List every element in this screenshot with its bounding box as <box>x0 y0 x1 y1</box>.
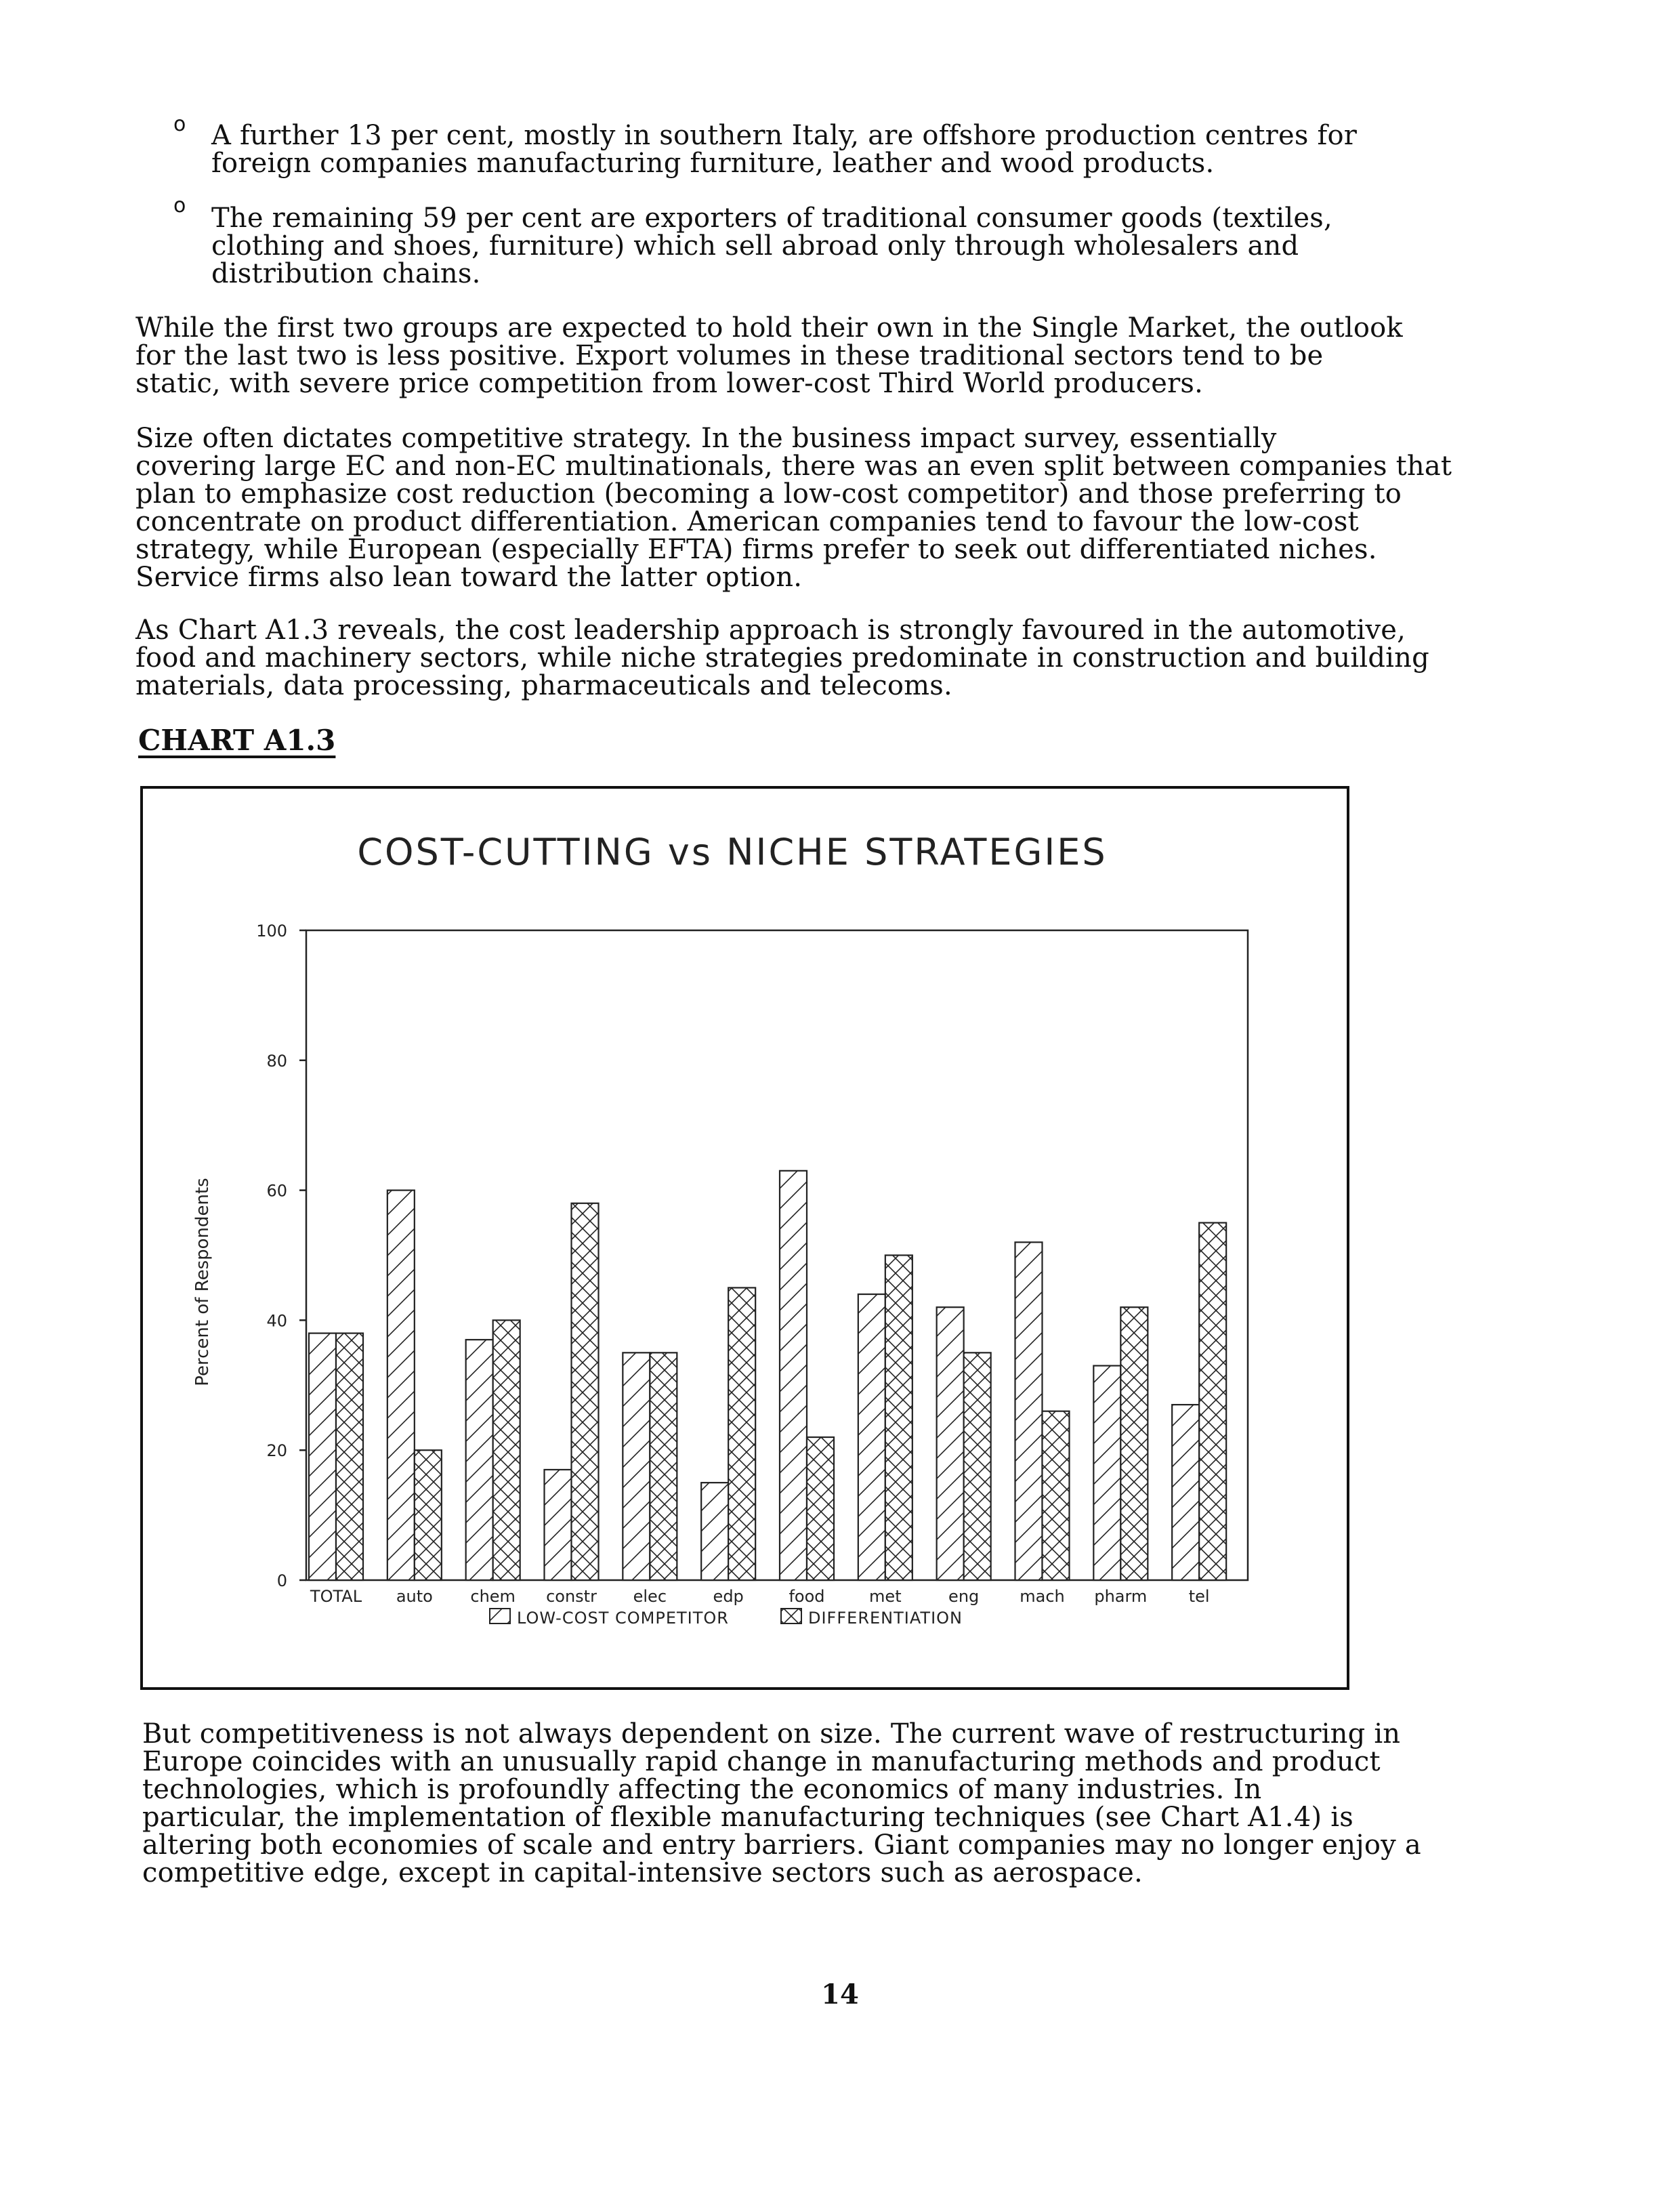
x-tick-label: edp <box>713 1587 744 1606</box>
x-tick-label: auto <box>396 1587 433 1606</box>
bar-differentiation <box>1120 1307 1148 1580</box>
bar-low-cost <box>545 1470 572 1580</box>
y-tick-label: 100 <box>256 922 287 940</box>
y-tick-label: 80 <box>266 1051 287 1071</box>
legend-label: LOW-COST COMPETITOR <box>517 1609 729 1628</box>
chart-frame <box>140 786 1349 1690</box>
bar-low-cost <box>1015 1242 1043 1580</box>
bar-low-cost <box>701 1483 728 1580</box>
body-paragraph-2: Size often dictates competitive strategy. In the business impact survey, essentially covering large EC and non-EC multinationals, there was an even split between companies that plan to emphasize cost reduction (becoming a low-cost competitor) and those preferring to concentrate on product differentiation. American companies tend to favour the low-cost strategy, while European (especially EFTA) firms prefer to seek out differentiated niches. Service firms also lean toward the latter option. <box>135 423 1452 593</box>
bar-low-cost <box>466 1340 493 1580</box>
bar-low-cost <box>623 1352 650 1580</box>
bullet-paragraph-2: The remaining 59 per cent are exporters of traditional consumer goods (textiles, clothing and shoes, furniture) which sell abroad only through wholesalers and distribution chains. <box>211 203 1332 289</box>
bar-low-cost <box>387 1191 415 1580</box>
bar-low-cost <box>1172 1405 1199 1580</box>
y-tick-label: 40 <box>266 1311 287 1331</box>
bar-differentiation <box>415 1450 442 1580</box>
y-tick-label: 20 <box>266 1441 287 1461</box>
bar-low-cost <box>309 1333 336 1580</box>
bar-differentiation <box>650 1352 677 1580</box>
x-tick-label: mach <box>1020 1587 1065 1606</box>
bar-low-cost <box>780 1171 807 1580</box>
y-axis-label: Percent of Respondents <box>192 1178 213 1386</box>
page-number: 14 <box>821 1979 859 2010</box>
chart-title: COST-CUTTING vs NICHE STRATEGIES <box>357 831 1108 873</box>
y-tick-label: 0 <box>276 1571 287 1590</box>
x-tick-label: eng <box>948 1587 980 1606</box>
bar-low-cost <box>1093 1366 1120 1580</box>
bar-differentiation <box>493 1320 520 1580</box>
x-tick-label: tel <box>1188 1587 1210 1606</box>
x-tick-label: pharm <box>1094 1587 1148 1606</box>
bar-differentiation <box>885 1256 912 1581</box>
legend-swatch <box>781 1609 801 1624</box>
x-tick-label: TOTAL <box>310 1587 362 1606</box>
legend-swatch <box>490 1609 510 1624</box>
bar-differentiation <box>964 1352 991 1580</box>
x-tick-label: constr <box>546 1587 597 1606</box>
x-tick-label: food <box>789 1587 825 1606</box>
bullet-marker: o <box>173 194 186 218</box>
body-paragraph-3: As Chart A1.3 reveals, the cost leadership approach is strongly favoured in the automotive, food and machinery sectors, while niche strategies predominate in construction and building materials, data processing, pharmaceuticals and telecoms. <box>135 615 1429 701</box>
x-tick-label: chem <box>470 1587 516 1606</box>
x-tick-label: elec <box>633 1587 667 1606</box>
bar-differentiation <box>728 1287 755 1580</box>
bar-differentiation <box>807 1437 834 1580</box>
y-tick-label: 60 <box>266 1181 287 1201</box>
bullet-paragraph-1: A further 13 per cent, mostly in southern Italy, are offshore production centres for foreign companies manufacturing furniture, leather and wood products. <box>211 120 1358 179</box>
bar-differentiation <box>1199 1223 1226 1580</box>
bar-low-cost <box>858 1294 885 1580</box>
chart-heading: CHART A1.3 <box>138 724 336 757</box>
closing-paragraph: But competitiveness is not always dependent on size. The current wave of restructuring in Europe coincides with an unusually rapid change in manufacturing methods and product technologies, which is profoundly affecting the economics of many industries. In particular, the implementation of flexible manufacturing techniques (see Chart A1.4) is altering both economies of scale and entry barriers. Giant companies may no longer enjoy a competitive edge, except in capital-intensive sectors such as aerospace. <box>142 1718 1421 1888</box>
bar-low-cost <box>937 1307 964 1580</box>
bar-differentiation <box>1043 1411 1070 1580</box>
bar-chart <box>143 789 1347 1687</box>
bullet-marker: o <box>173 112 186 136</box>
bar-differentiation <box>572 1203 599 1580</box>
body-paragraph-1: While the first two groups are expected to hold their own in the Single Market, the outlook for the last two is less positive. Export volumes in these traditional sectors tend to be static, with severe price competition from lower-cost Third World producers. <box>135 312 1403 399</box>
bar-differentiation <box>336 1333 363 1580</box>
legend-label: DIFFERENTIATION <box>808 1609 963 1628</box>
x-tick-label: met <box>869 1587 902 1606</box>
